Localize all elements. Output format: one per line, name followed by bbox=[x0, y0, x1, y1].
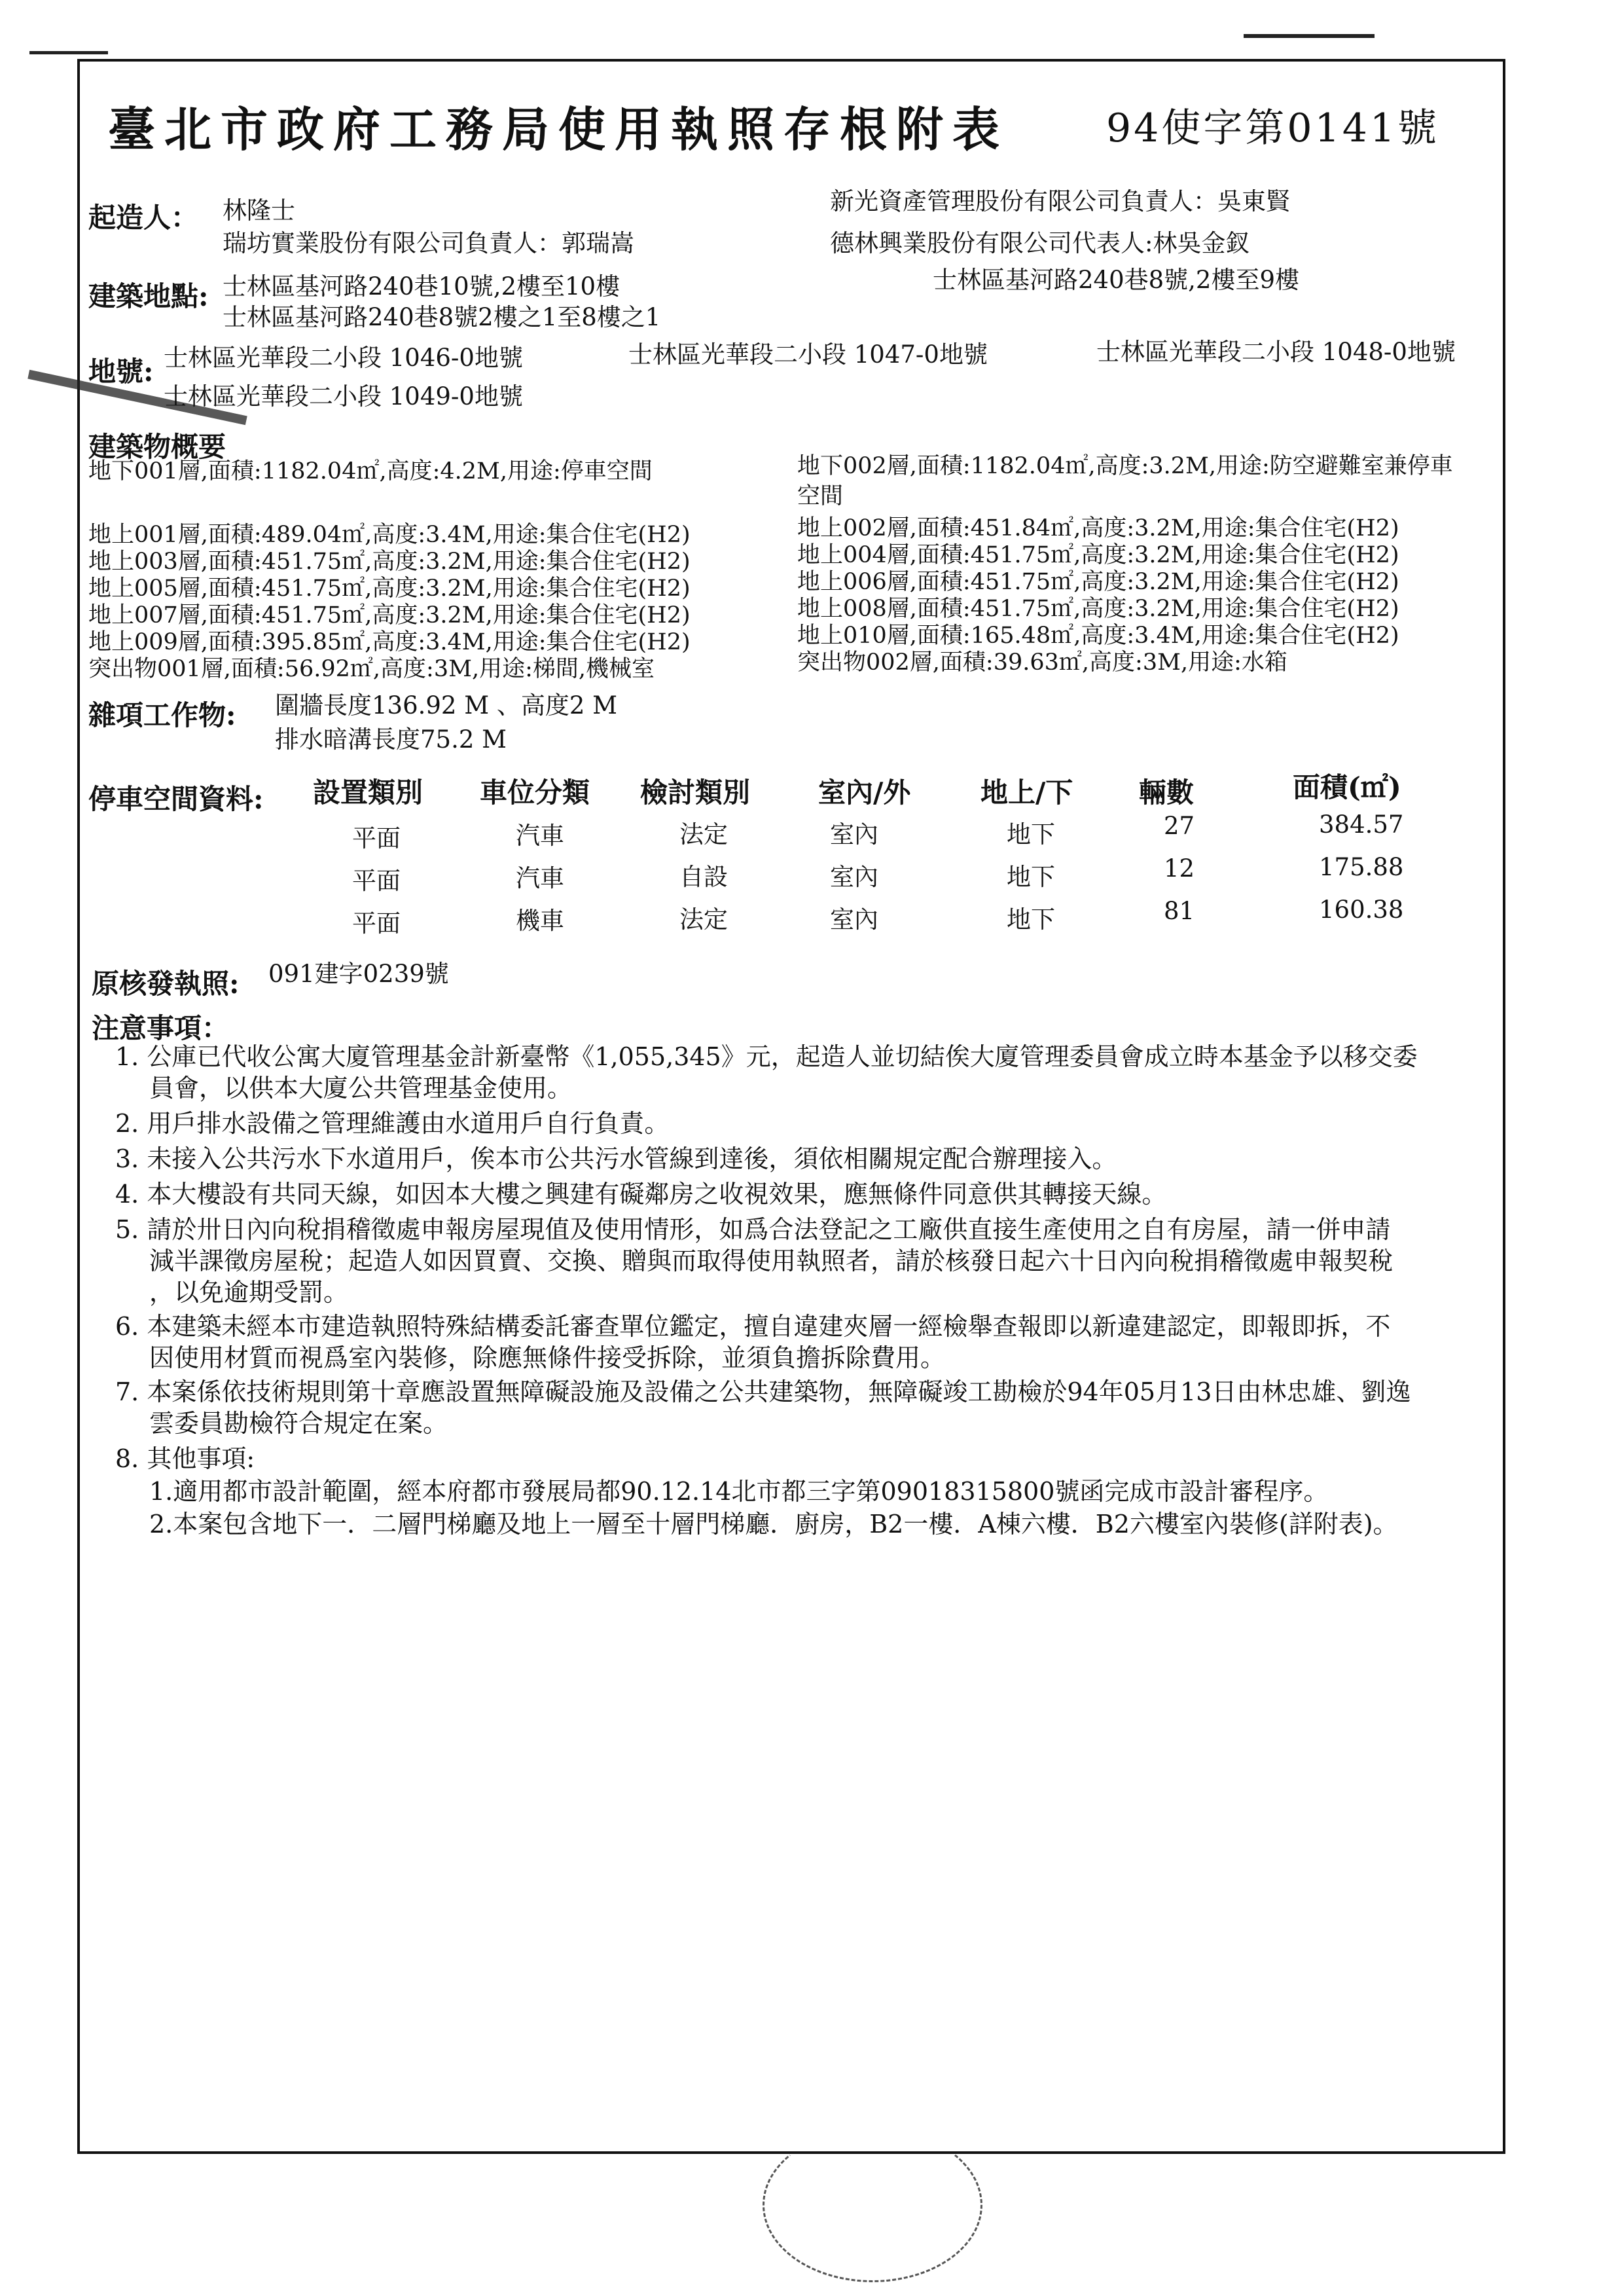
floor-entry: 地下002層,面積:1182.04㎡,高度:3.2M,用途:防空避難室兼停車 bbox=[797, 453, 1453, 479]
applicant-label: 起造人： bbox=[88, 202, 199, 234]
parking-header: 室內/外 bbox=[818, 776, 911, 809]
note-line: 6. 本建築未經本市建造執照特殊結構委託審查單位鑑定，擅自違建夾層一經檢舉查報即以新違建認定，即報即拆，不 bbox=[115, 1312, 1391, 1341]
floor-entry: 突出物001層,面積:56.92㎡,高度:3M,用途:梯間,機械室 bbox=[88, 656, 655, 682]
misc-work-label: 雜項工作物: bbox=[88, 699, 236, 731]
parking-cell: 室內 bbox=[830, 820, 878, 848]
applicant-entry: 德林興業股份有限公司代表人:林吳金釵 bbox=[830, 229, 1250, 257]
parking-header: 地上/下 bbox=[980, 776, 1073, 809]
floor-entry: 地上001層,面積:489.04㎡,高度:3.4M,用途:集合住宅(H2) bbox=[88, 522, 691, 548]
parking-header: 輛數 bbox=[1139, 776, 1195, 809]
note-line: 5. 請於卅日內向稅捐稽徵處申報房屋現值及使用情形，如爲合法登記之工廠供直接生產使用之自有房屋，請一併申請 bbox=[115, 1215, 1391, 1244]
floor-entry: 地上006層,面積:451.75㎡,高度:3.2M,用途:集合住宅(H2) bbox=[797, 569, 1399, 595]
site-label: 建築地點: bbox=[88, 280, 209, 312]
original-license-value: 091建字0239號 bbox=[268, 960, 449, 988]
note-line: ，以免逾期受罰。 bbox=[149, 1278, 349, 1307]
site-address: 士林區基河路240巷8號,2樓至9樓 bbox=[933, 266, 1300, 294]
parking-cell: 平面 bbox=[352, 867, 401, 895]
document-border bbox=[77, 59, 1505, 2154]
parking-cell: 地下 bbox=[1007, 863, 1055, 891]
scan-noise-top-left bbox=[29, 51, 108, 54]
note-line: 1. 公庫已代收公寓大廈管理基金計新臺幣《1,055,345》元，起造人並切結俟大廈管理委員會成立時本基金予以移交委 bbox=[115, 1042, 1418, 1071]
parking-cell: 汽車 bbox=[516, 822, 564, 850]
lot-label: 地號: bbox=[88, 355, 154, 388]
floor-entry: 空間 bbox=[797, 483, 844, 509]
floor-entry: 地上005層,面積:451.75㎡,高度:3.2M,用途:集合住宅(H2) bbox=[88, 575, 691, 602]
original-license-label: 原核發執照: bbox=[92, 968, 240, 1000]
note-line: 8. 其他事項: bbox=[115, 1444, 255, 1473]
parking-cell: 地下 bbox=[1007, 905, 1055, 934]
note-line: 2. 用戶排水設備之管理維護由水道用戶自行負責。 bbox=[115, 1109, 670, 1138]
lot-item: 士林區光華段二小段 1047-0地號 bbox=[628, 340, 988, 369]
parking-label: 停車空間資料: bbox=[88, 783, 264, 815]
parking-cell: 平面 bbox=[352, 909, 401, 938]
scan-noise-top-right bbox=[1244, 34, 1375, 38]
lot-item: 士林區光華段二小段 1046-0地號 bbox=[164, 344, 523, 372]
floor-entry: 地上009層,面積:395.85㎡,高度:3.4M,用途:集合住宅(H2) bbox=[88, 629, 691, 655]
note-line: 因使用材質而視爲室內裝修，除應無條件接受拆除，並須負擔拆除費用。 bbox=[149, 1343, 946, 1372]
floors-label: 建築物概要 bbox=[88, 431, 226, 463]
parking-cell: 法定 bbox=[679, 905, 728, 934]
parking-cell: 地下 bbox=[1007, 820, 1055, 848]
floor-entry: 地上004層,面積:451.75㎡,高度:3.2M,用途:集合住宅(H2) bbox=[797, 542, 1399, 568]
floor-entry: 地下001層,面積:1182.04㎡,高度:4.2M,用途:停車空間 bbox=[88, 458, 653, 484]
note-line: 雲委員勘檢符合規定在案。 bbox=[149, 1409, 448, 1438]
floor-entry: 地上002層,面積:451.84㎡,高度:3.2M,用途:集合住宅(H2) bbox=[797, 515, 1399, 541]
parking-header: 車位分類 bbox=[480, 776, 590, 809]
lot-item: 士林區光華段二小段 1049-0地號 bbox=[164, 382, 523, 410]
lot-item: 士林區光華段二小段 1048-0地號 bbox=[1096, 338, 1456, 366]
parking-cell: 法定 bbox=[679, 820, 728, 848]
note-line: 減半課徵房屋稅；起造人如因買賣、交換、贈與而取得使用執照者，請於核發日起六十日內向稅捐稽徵處申報契稅 bbox=[149, 1247, 1393, 1275]
site-address: 士林區基河路240巷8號2樓之1至8樓之1 bbox=[223, 303, 661, 331]
floor-entry: 地上010層,面積:165.48㎡,高度:3.4M,用途:集合住宅(H2) bbox=[797, 623, 1399, 649]
note-line: 2.本案包含地下一．二層門梯廳及地上一層至十層門梯廳．廚房，B2一樓．A棟六樓．B2六樓室內裝修(詳附表)。 bbox=[149, 1510, 1398, 1539]
note-line: 7. 本案係依技術規則第十章應設置無障礙設施及設備之公共建築物，無障礙竣工勘檢於94年05月13日由林忠雄、劉逸 bbox=[115, 1377, 1411, 1406]
parking-header: 面積(㎡) bbox=[1293, 771, 1401, 803]
page-title: 臺北市政府工務局使用執照存根附表 bbox=[108, 101, 1009, 157]
parking-cell: 機車 bbox=[516, 907, 564, 935]
parking-cell: 27 bbox=[1164, 812, 1195, 840]
seal-stamp bbox=[763, 2128, 982, 2282]
note-line: 1.適用都市設計範圍，經本府都市發展局都90.12.14北市都三字第09018315800號函完成市設計審程序。 bbox=[149, 1477, 1329, 1506]
floor-entry: 地上008層,面積:451.75㎡,高度:3.2M,用途:集合住宅(H2) bbox=[797, 596, 1399, 622]
floor-entry: 地上003層,面積:451.75㎡,高度:3.2M,用途:集合住宅(H2) bbox=[88, 549, 691, 575]
parking-cell: 384.57 bbox=[1319, 811, 1404, 839]
parking-cell: 汽車 bbox=[516, 864, 564, 892]
note-line: 4. 本大樓設有共同天線，如因本大樓之興建有礙鄰房之收視效果，應無條件同意供其轉接天線。 bbox=[115, 1180, 1167, 1209]
parking-cell: 室內 bbox=[830, 905, 878, 934]
parking-cell: 室內 bbox=[830, 863, 878, 891]
parking-cell: 平面 bbox=[352, 824, 401, 852]
notes-label: 注意事項： bbox=[92, 1012, 230, 1044]
applicant-entry: 新光資產管理股份有限公司負責人：吳東賢 bbox=[830, 187, 1290, 215]
note-line: 3. 未接入公共污水下水道用戶，俟本市公共污水管線到達後，須依相關規定配合辦理接入。 bbox=[115, 1144, 1117, 1173]
parking-cell: 160.38 bbox=[1319, 896, 1404, 924]
floor-entry: 地上007層,面積:451.75㎡,高度:3.2M,用途:集合住宅(H2) bbox=[88, 602, 691, 629]
parking-cell: 175.88 bbox=[1319, 853, 1404, 881]
misc-work-item: 圍牆長度136.92 M 、高度2 M bbox=[275, 691, 618, 720]
parking-header: 檢討類別 bbox=[640, 776, 751, 809]
parking-header: 設置類別 bbox=[313, 776, 423, 809]
site-address: 士林區基河路240巷10號,2樓至10樓 bbox=[223, 272, 620, 301]
parking-cell: 自設 bbox=[679, 863, 728, 891]
applicant-entry: 瑞坊實業股份有限公司負責人：郭瑞嵩 bbox=[223, 229, 634, 257]
parking-cell: 81 bbox=[1164, 897, 1195, 925]
misc-work-item: 排水暗溝長度75.2 M bbox=[275, 725, 507, 754]
note-line: 員會，以供本大廈公共管理基金使用。 bbox=[149, 1074, 573, 1102]
applicant-name: 林隆士 bbox=[223, 196, 295, 225]
floor-entry: 突出物002層,面積:39.63㎡,高度:3M,用途:水箱 bbox=[797, 649, 1287, 676]
permit-number: 94使字第0141號 bbox=[1106, 105, 1440, 151]
parking-cell: 12 bbox=[1164, 854, 1195, 883]
